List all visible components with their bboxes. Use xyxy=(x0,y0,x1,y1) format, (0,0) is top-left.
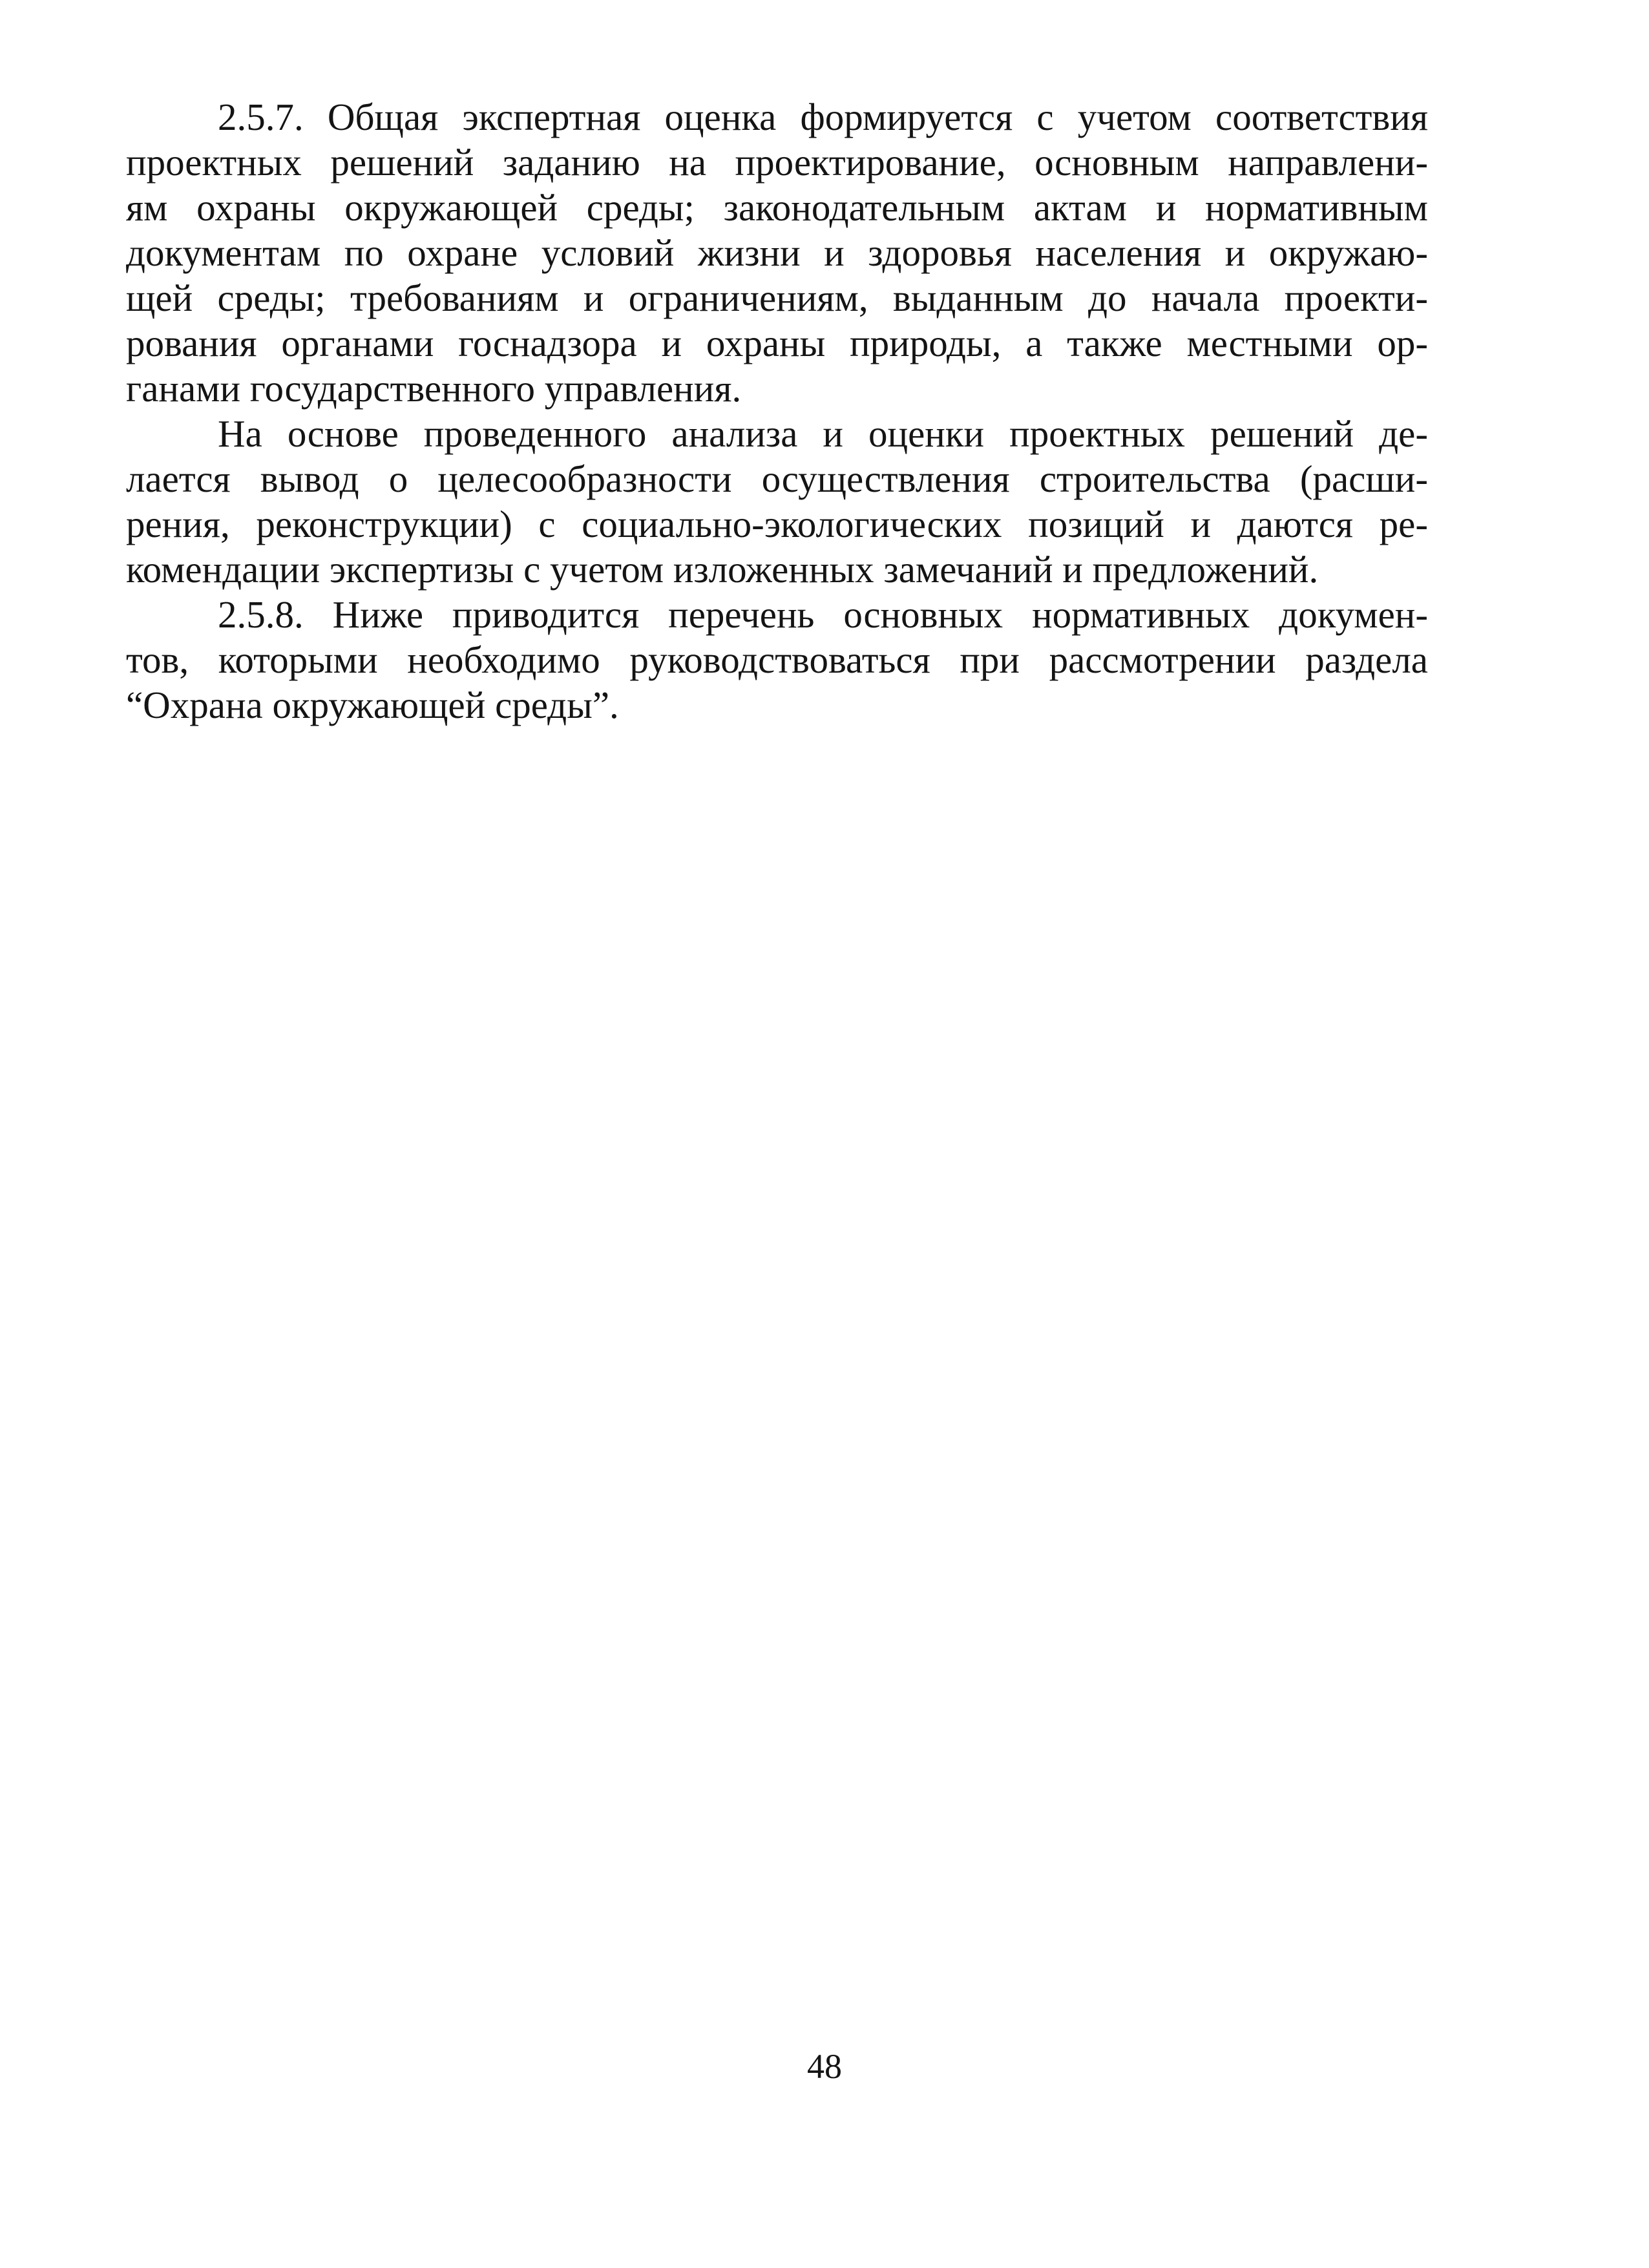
text-line: комендации экспертизы с учетом изложенных замечаний и предложений. xyxy=(126,548,1319,591)
text-line: ганами государственного управления. xyxy=(126,367,742,410)
text-line: лается вывод о целесообразности осуществления строительства (расши- xyxy=(126,457,1428,500)
text-line: рования органами госнадзора и охраны природы, а также местными ор- xyxy=(126,322,1428,364)
paragraph-conclusion xyxy=(126,411,1428,592)
text-line: тов, которыми необходимо руководствоваться при рассмотрении раздела xyxy=(126,638,1428,681)
text-line: 2.5.8. Ниже приводится перечень основных нормативных докумен- xyxy=(218,593,1428,636)
paragraph-2-5-8 xyxy=(126,592,1428,728)
text-line: рения, реконструкции) с социально-экологических позиций и даются ре- xyxy=(126,503,1428,545)
text-line: ям охраны окружающей среды; законодательным актам и нормативным xyxy=(126,186,1428,229)
body-text xyxy=(126,94,1428,728)
text-line: проектных решений заданию на проектирование, основным направлени- xyxy=(126,141,1428,184)
text-line: щей среды; требованиям и ограничениям, выданным до начала проекти- xyxy=(126,277,1428,319)
text-line: 2.5.7. Общая экспертная оценка формируется с учетом соответствия xyxy=(218,96,1428,138)
text-line: На основе проведенного анализа и оценки проектных решений де- xyxy=(218,412,1428,455)
text-line: документам по охране условий жизни и здоровья населения и окружаю- xyxy=(126,231,1428,274)
text-line: “Охрана окружающей среды”. xyxy=(126,684,619,726)
paragraph-2-5-7 xyxy=(126,94,1428,411)
page-number: 48 xyxy=(807,2047,842,2086)
